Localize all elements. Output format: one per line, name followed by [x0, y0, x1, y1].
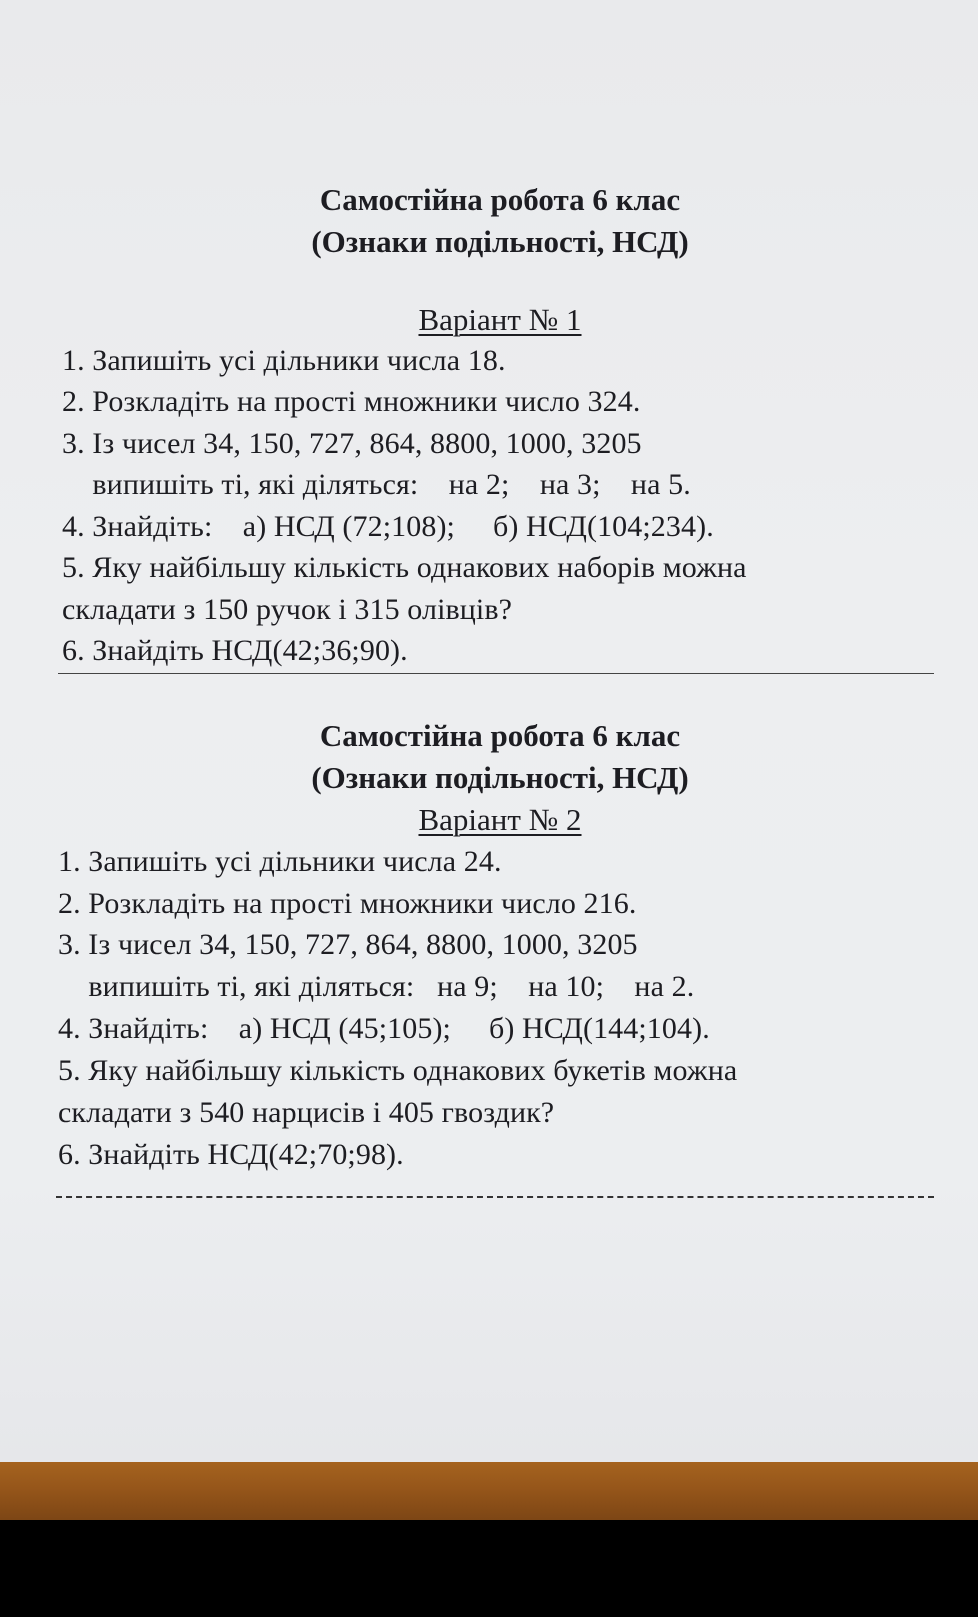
sheet-1-variant-heading — [0, 300, 978, 340]
dashed-cut-line — [56, 1196, 934, 1198]
bottom-black-bar — [0, 1520, 978, 1617]
sheet-2-variant-label: Варіант № 2 — [418, 802, 582, 837]
sheet-1-task-6: 6. Знайдіть НСД(42;36;90). — [62, 634, 408, 667]
sheet-1-task-5-cont: складати з 150 ручок і 315 олівців? — [62, 593, 513, 626]
sheet-2-task-5-cont: складати з 540 нарцисів і 405 гвоздик? — [58, 1096, 555, 1129]
solid-separator — [58, 673, 934, 674]
wooden-table-edge — [0, 1462, 978, 1520]
sheet-1-task-2: 2. Розкладіть на прості множники число 324. — [62, 385, 641, 418]
sheet-1-variant-label: Варіант № 1 — [418, 302, 582, 337]
sheet-2-task-1: 1. Запишіть усі дільники числа 24. — [58, 845, 502, 878]
sheet-2-task-2: 2. Розкладіть на прості множники число 216. — [58, 887, 637, 920]
sheet-1-task-4: 4. Знайдіть: а) НСД (72;108); б) НСД(104;234). — [62, 510, 714, 543]
sheet-2-task-3: 3. Із чисел 34, 150, 727, 864, 8800, 1000, 3205 — [58, 928, 638, 961]
sheet-2-subtitle: (Ознаки подільності, НСД) — [311, 760, 689, 795]
sheet-2-variant-heading — [0, 800, 978, 840]
sheet-2-task-3-cont: випишіть ті, які діляться: на 9; на 10; на 2. — [58, 970, 695, 1003]
sheet-2-title: Самостійна робота 6 клас — [319, 718, 681, 753]
sheet-2-task-6: 6. Знайдіть НСД(42;70;98). — [58, 1138, 404, 1171]
sheet-1-title: Самостійна робота 6 клас — [319, 182, 681, 217]
sheet-1-task-5: 5. Яку найбільшу кількість однакових наборів можна — [62, 551, 747, 584]
sheet-1-task-1: 1. Запишіть усі дільники числа 18. — [62, 344, 506, 377]
sheet-1-task-3-cont: випишіть ті, які діляться: на 2; на 3; на 5. — [62, 468, 691, 501]
sheet-2-task-4: 4. Знайдіть: а) НСД (45;105); б) НСД(144;104). — [58, 1012, 710, 1045]
sheet-1-subtitle: (Ознаки подільності, НСД) — [311, 224, 689, 259]
sheet-2-task-5: 5. Яку найбільшу кількість однакових букетів можна — [58, 1054, 738, 1087]
sheet-1-task-3: 3. Із чисел 34, 150, 727, 864, 8800, 1000, 3205 — [62, 427, 642, 460]
